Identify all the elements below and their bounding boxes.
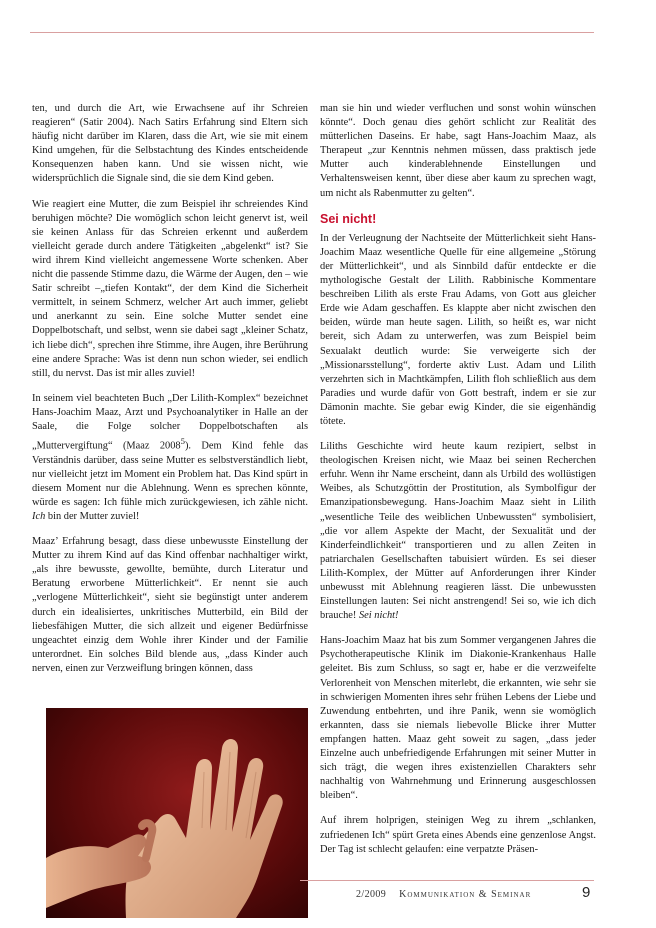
paragraph — [320, 440, 596, 623]
top-rule — [30, 32, 594, 33]
text-run: In seinem viel beachteten Buch „Der Lilith-Komplex“ bezeichnet Hans-Joachim Maaz, Arzt und Psychoanalytiker in Halle an der Saale, die Folge solcher Doppelbotschaften als „Muttervergiftung“ (Maaz 2008 — [32, 392, 308, 452]
text-run: bin der Mutter zuviel! — [45, 511, 140, 522]
emphasis: Sei nicht! — [358, 610, 399, 622]
paragraph: Wie reagiert eine Mutter, die zum Beispiel ihr schreiendes Kind beruhigen möchte? Die womöglich schon leicht genervt ist, weil sie keinen Anlass für das Schreien erkennt und außerdem vielleicht gerade durch andere Tätigkeiten „abgelenkt“ ist? Sie wird ihrem Kind vielleicht angemessene Worte schenken. Aber nicht die passende Stimme dazu, die Wärme der Augen, den – wie Satir schreibt –„tiefen Kontakt“, der dem Kind die Sicherheit vermittelt, in seinem Schmerz, welcher Art auch immer, geliebt und anerkannt zu sein. Eine solche Mutter sendet eine Doppelbotschaft, und selbst, wenn sie dabei sagt „kleiner Schatz, ich liebe dich“, sprechen ihre Stimme, ihre Augen, ihre Berührung eine andere Sprache: Was ist denn nun schon wieder, sei endlich still, du nervst. Das ist mir alles zuviel! — [32, 198, 308, 379]
hand-illustration — [46, 708, 308, 918]
bottom-rule — [300, 880, 594, 881]
issue-number: 2/2009 — [356, 889, 387, 900]
text-run: ). Dem Kind fehle das Verständnis darüber, dass seine Mutter es selbstverständlich liebt, nur vielleicht jetzt im Moment ein Problem hat. Das Kind spürt in diesem Moment nur die Ablehnung. Wenn es sprechen könnte, würde es sagen: Ich fühle mich zurückgewiesen, ich zähle nicht. — [32, 440, 308, 508]
paragraph: Hans-Joachim Maaz hat bis zum Sommer vergangenen Jahres die Psychotherapeutische Klinik im Diakonie-Krankenhaus Halle geleitet. Bis zum Schluss, so sagt er, habe er die verzweifelte Verlorenheit von Menschen miterlebt, die erkannten, wie sehr sie in schwierigen Momenten ihres sehr frühen Lebens der Liebe und Zuwendung entbehrten, und ihre Panik, wenn sie womöglich erkannten, dass sie niemals liebevolle Blicke ihrer Mutter empfangen hatten. Maaz geht soweit zu sagen, „dass jeder Einzelne auch unbefriedigende Erfahrungen mit seiner Mutter in sich trägt, die wegen ihres existenziellen Charakters sehr nachhaltig von Wahrnehmung und Erinnerung ausgeschlossen bleiben“. — [320, 635, 596, 802]
left-column — [32, 102, 308, 687]
paragraph: In der Verleugnung der Nachtseite der Mütterlichkeit sieht Hans-Joachim Maaz wesentliche Quelle für eine allgemeine „Störung der Mütterlichkeit“, und als Sinnbild dafür entdeckte er die mythologische Gestalt der Lilith. Rabbinische Kommentare beschreiben Lilith als erste Frau Adams, von Gott aus gleicher Erde wie Adam geschaffen. Es klappte aber nicht zwischen den beiden, würde man heute sagen. Lilith, so heißt es, war nicht bereit, sich Adam zu unterwerfen, was zum Beispiel beim Sexualakt deutlich wurde: Sie verweigerte sich der „Missionarsstellung“, forderte aktiv Lust. Adam und Lilith verzehrten sich in Machtkämpfen, Lilith floh schließlich aus dem Paradies und wurde dafür von Gott bestraft, indem er sie zur Dämonin machte. Sie gebar ewig Kinder, die sie eigenhändig tötete. — [320, 232, 596, 427]
footnote-marker: 5 — [180, 436, 185, 447]
text-run: Liliths Geschichte wird heute kaum rezipiert, selbst in theologischen Kreisen nicht, wie Maaz bei seinen Recherchen erfuhr. Wenn ihr Name erscheint, dann als Urbild des wollüstigen Weibes, als Schutzgöttin der Prostitution, als Symbolfigur der Emanzipationsbewegung. Hans-Joachim Maaz sieht in Lilith „wesentliche Teile des weiblichen Unbewussten“ symbolisiert, „die vor allem Aspekte der Macht, der Sexualität und der Kinderfeindlichkeit“ transportieren und zu allen Zeiten in patriarchalen Gesellschaften tabuisiert würden. Es sei dieser Lilith-Komplex, der Mütter auf Anforderungen ihrer Kinder unbewusst mit Ablehnung reagieren lässt. Die unbewussten Einstellungen lauten: Sei nicht anstrengend! Sei so, wie ich dich brauche! — [320, 441, 596, 622]
paragraph: man sie hin und wieder verfluchen und sonst wohin wünschen könnte“. Doch genau dies gehört schlicht zur Realität des mütterlichen Daseins. Er habe, sagt Hans-Joachim Maaz, als Therapeut „zur Kenntnis nehmen müssen, dass praktisch jede Mutter auch kinderablehnende Einstellungen und Verhaltensweisen kennt, über diese aber kaum zu sprechen wagt, um nicht als Rabenmutter zu gelten“. — [320, 103, 596, 199]
paragraph: ten, und durch die Art, wie Erwachsene auf ihr Schreien reagieren“ (Satir 2004). Nach Satirs Erfahrung sind Eltern sich häufig nicht darüber im Klaren, dass die Art, wie sie mit einem Kind umgehen, für die Selbstachtung des Kindes entscheidende Konsequenzen haben kann. Und sie wissen nicht, wie widersprüchlich die Signale sind, die sie dem Kind geben. — [32, 103, 308, 185]
paragraph: Maaz’ Erfahrung besagt, dass diese unbewusste Einstellung der Mutter zu ihrem Kind auf das Kind offenbar nachhaltiger wirkt, „als ihre bewusste, gewollte, bemühte, durch Literatur und Beratung erworbene Mütterlichkeit“. Er nennt sie auch „verlogene Mütterlichkeit“, sieht sie begünstigt unter anderem durch ein idealisiertes, unkritisches Mutterbild, ein Bild der liebesfähigen Mutter, die sich allzeit und eigener Bedürfnisse ungeachtet einzig dem Wohle ihrer Kinder und der Familie unterordnet. Ein solches Bild blende aus, „dass Kinder auch nerven, einen zur Verzweiflung bringen können, dass — [32, 536, 308, 674]
paragraph: Auf ihrem holprigen, steinigen Weg zu ihrem „schlanken, zufriedenen Ich“ spürt Greta eines Abends eine genzenlose Angst. Der Tag ist schlecht gelaufen: eine verpatzte Präsen- — [320, 815, 596, 855]
emphasis: Ich — [32, 511, 46, 522]
page-number: 9 — [582, 884, 591, 901]
hand-photo — [46, 708, 308, 918]
footer — [356, 889, 531, 900]
right-column — [320, 102, 596, 868]
section-heading: Sei nicht! — [320, 211, 377, 226]
publication-name: Kommunikation & Seminar — [399, 889, 532, 900]
paragraph — [32, 392, 308, 524]
